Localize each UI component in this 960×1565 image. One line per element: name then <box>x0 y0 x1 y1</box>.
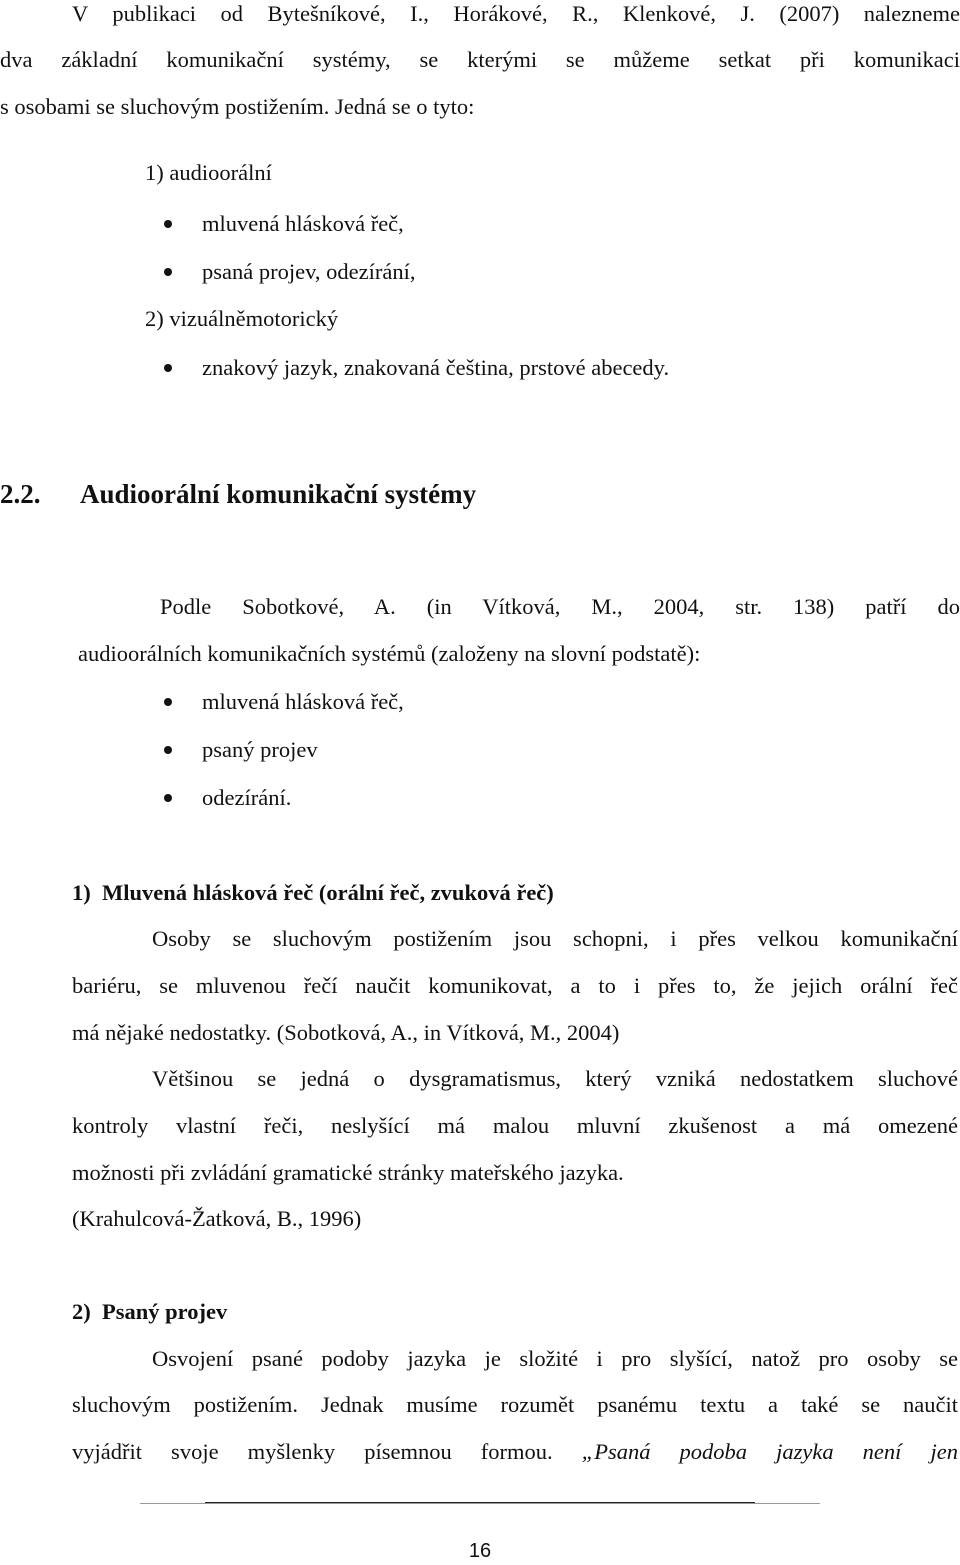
bullet-dot-icon <box>164 746 172 754</box>
audioral-item-1: mluvená hlásková řeč, <box>202 211 404 236</box>
sub2-p1-line-3 <box>72 1438 958 1466</box>
sub1-p2-line-2: kontroly vlastní řeči, neslyšící má malou mluvní zkušenost a má omezené <box>72 1113 958 1138</box>
sub1-p2-line-1: Většinou se jedná o dysgramatismus, který vzniká nedostatkem sluchové <box>152 1066 958 1091</box>
para1-item-1: mluvená hlásková řeč, <box>202 689 404 714</box>
audioral-item-2: psaná projev, odezírání, <box>202 259 416 284</box>
para1-item-3: odezírání. <box>202 785 292 810</box>
footer-separator <box>205 1502 755 1503</box>
section-title: Audioorální komunikační systémy <box>80 479 477 509</box>
sub1-p1-line-3: má nějaké nedostatky. (Sobotková, A., in Vítková, M., 2004) <box>72 1020 620 1045</box>
visual-label: 2) vizuálněmotorický <box>145 306 339 331</box>
section-number: 2.2. <box>0 479 41 509</box>
sub1-p2-line-3: možnosti při zvládání gramatické stránky mateřského jazyka. <box>72 1160 624 1185</box>
page-number: 16 <box>468 1540 492 1562</box>
sub1-p1-line-1: Osoby se sluchovým postižením jsou schopni, i přes velkou komunikační <box>152 926 958 951</box>
bullet-dot-icon <box>164 268 172 276</box>
bullet-dot-icon <box>164 698 172 706</box>
para1-line-2: audioorálních komunikačních systémů (založeny na slovní podstatě): <box>78 641 701 666</box>
bullet-dot-icon <box>164 794 172 802</box>
sub2-p1-line-2: sluchovým postižením. Jednak musíme rozumět psanému textu a také se naučit <box>72 1392 958 1417</box>
para1-line-1: Podle Sobotkové, A. (in Vítková, M., 2004, str. 138) patří do <box>160 594 960 619</box>
intro-line-2: dva základní komunikační systémy, se kterými se můžeme setkat při komunikaci <box>0 47 960 72</box>
intro-line-3: s osobami se sluchovým postižením. Jedná se o tyto: <box>0 94 475 119</box>
para1-item-2: psaný projev <box>202 737 318 762</box>
sub1-heading: 1) Mluvená hlásková řeč (orální řeč, zvuková řeč) <box>72 880 554 905</box>
bullet-dot-icon <box>164 364 172 372</box>
visual-item-1: znakový jazyk, znakovaná čeština, prstové abecedy. <box>202 355 670 380</box>
intro-line-1: V publikaci od Bytešníkové, I., Horákové, R., Klenkové, J. (2007) nalezneme <box>72 1 960 26</box>
sub2-heading: 2) Psaný projev <box>72 1299 228 1324</box>
bullet-dot-icon <box>164 220 172 228</box>
audioral-label: 1) audioorální <box>145 160 272 185</box>
sub2-p1-line-3-italic: „Psaná podoba jazyka není jen <box>581 1439 958 1464</box>
footer-separator-thin <box>140 1503 820 1504</box>
sub2-p1-line-1: Osvojení psané podoby jazyka je složité i pro slyšící, natož pro osoby se <box>152 1346 958 1371</box>
sub2-p1-line-3-normal: vyjádřit svoje myšlenky písemnou formou. <box>72 1439 582 1464</box>
sub1-p1-line-2: bariéru, se mluvenou řečí naučit komunikovat, a to i přes to, že jejich orální řeč <box>72 973 958 998</box>
sub1-p2-line-4: (Krahulcová-Žatková, B., 1996) <box>72 1206 362 1231</box>
